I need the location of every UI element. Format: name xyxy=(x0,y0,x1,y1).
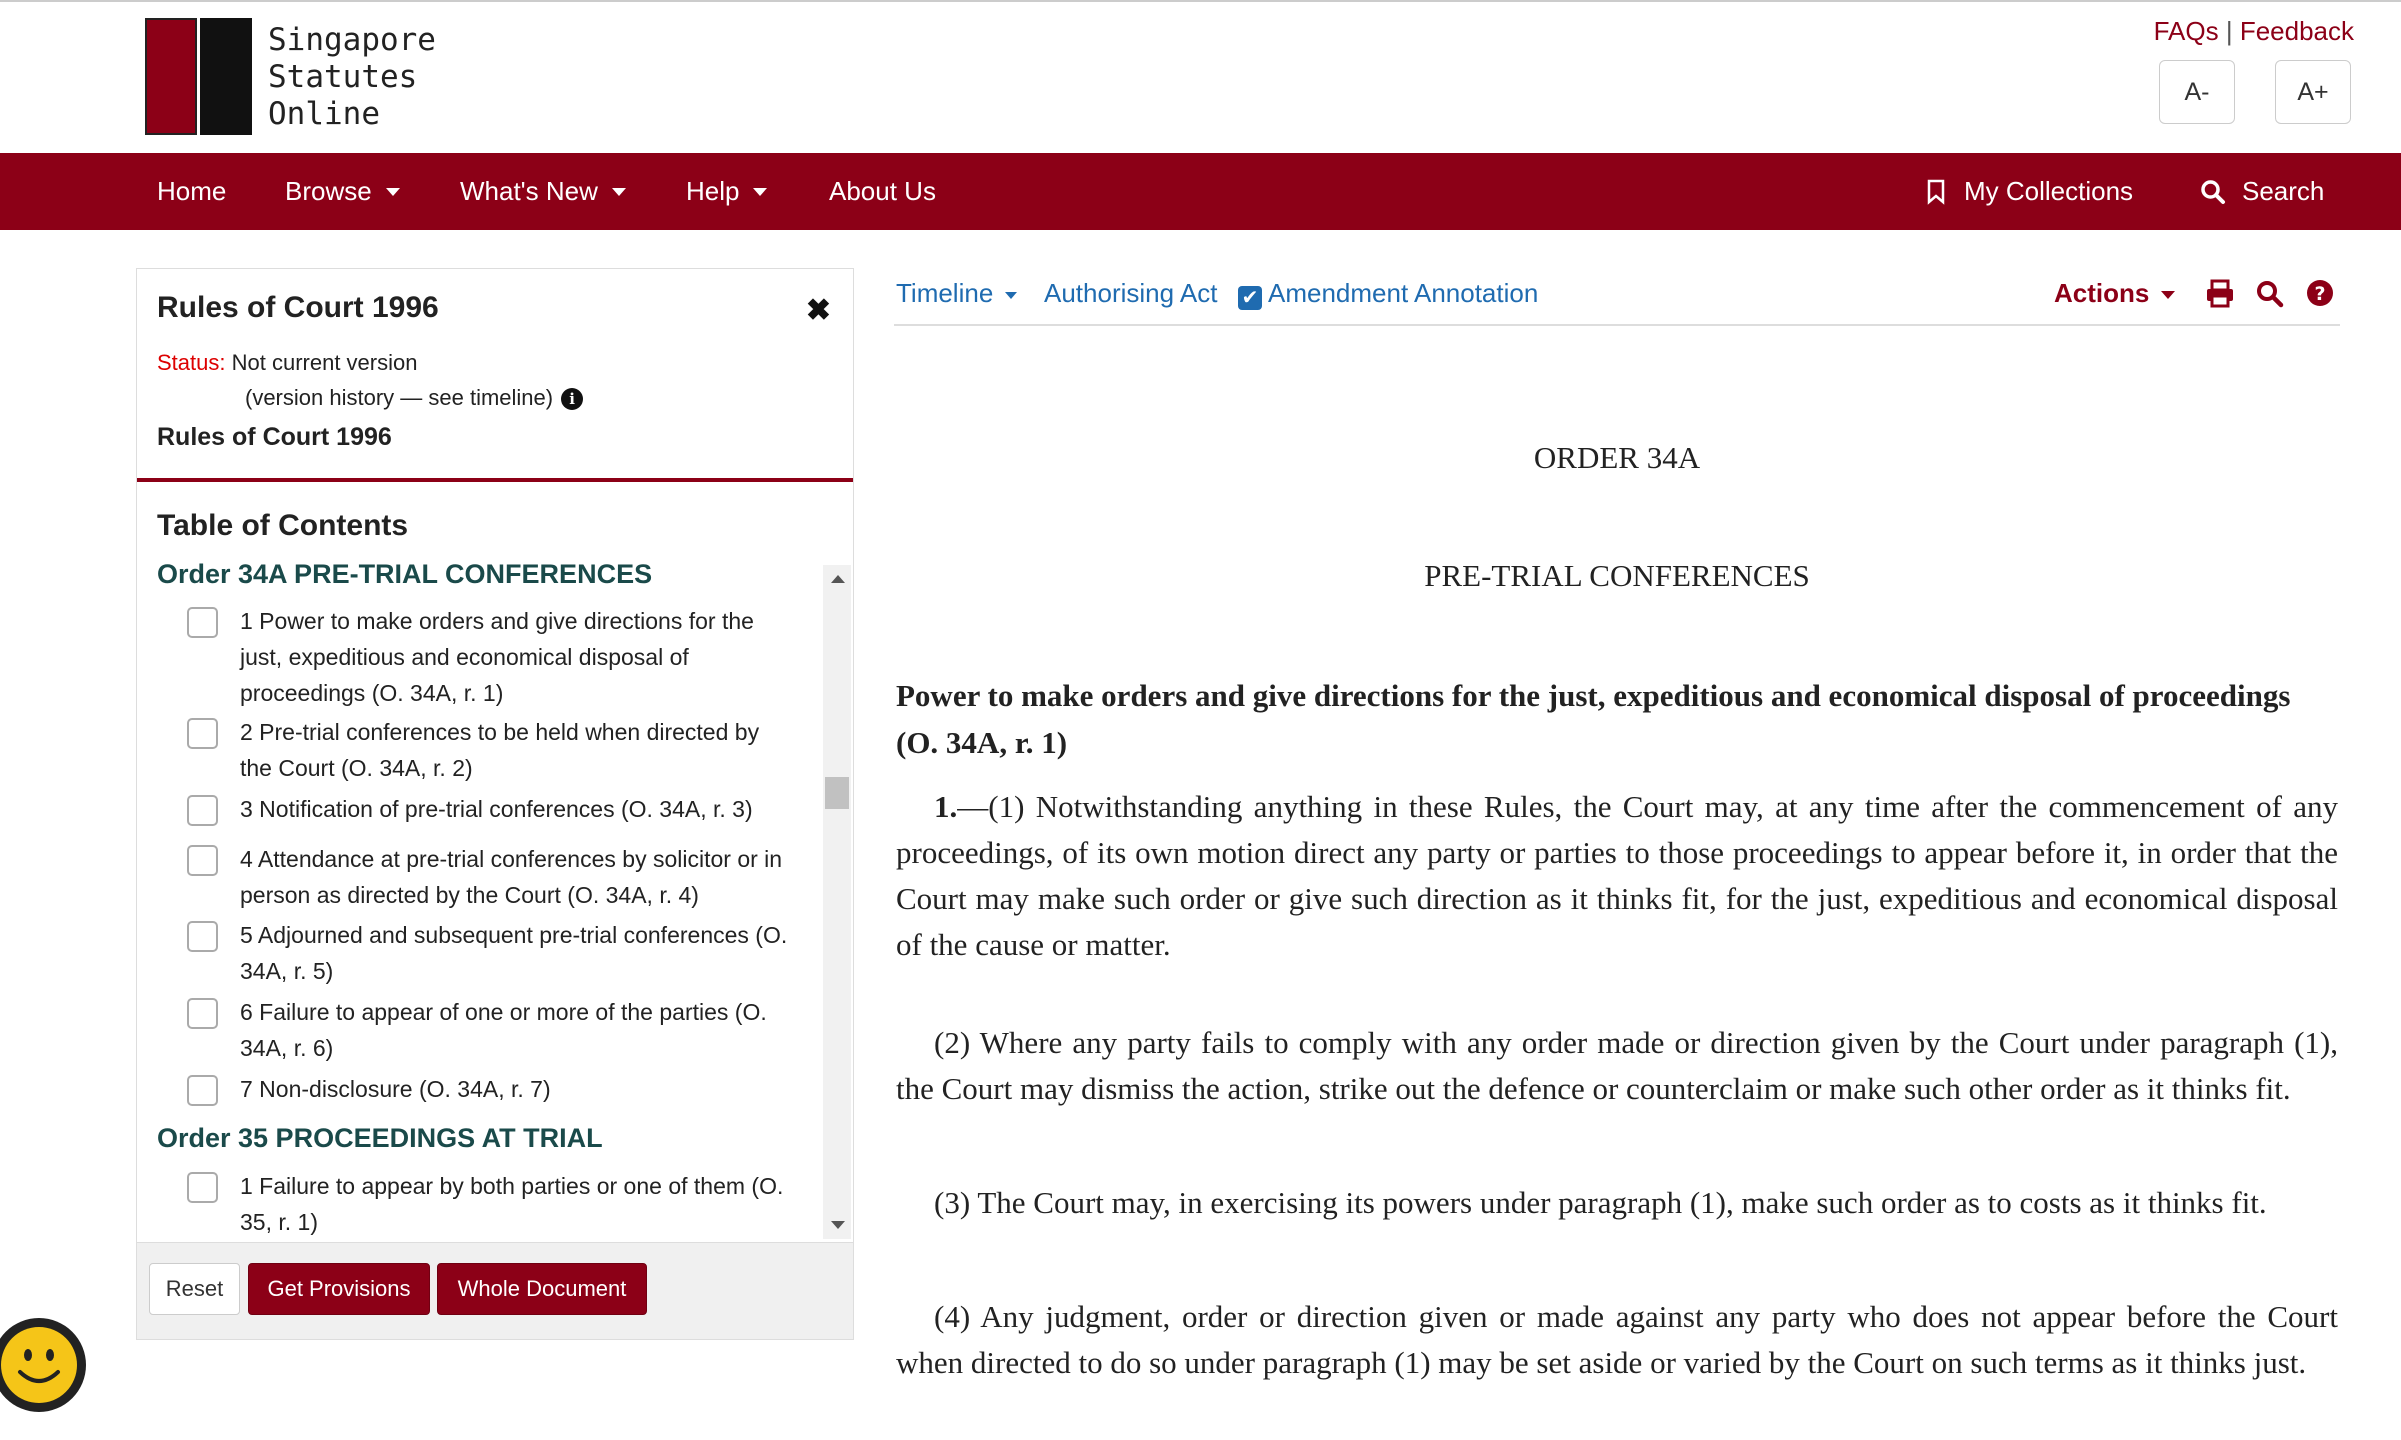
logo-line-1: Singapore xyxy=(268,22,436,58)
paragraph-4: (4) Any judgment, order or direction given or made against any party who does not appear before the Court when directed to do so under paragraph (1) may be set aside or varied by the Court on such terms as it thinks just. xyxy=(896,1299,2338,1380)
nav-browse[interactable] xyxy=(285,153,400,230)
top-links-separator: | xyxy=(2225,16,2233,46)
nav-help-label: Help xyxy=(686,176,740,206)
scroll-down-icon[interactable] xyxy=(831,1221,845,1229)
whole-document-button[interactable]: Whole Document xyxy=(437,1263,647,1315)
logo-black-bar xyxy=(200,18,252,135)
smiley-icon xyxy=(0,1318,86,1412)
site-header xyxy=(0,0,2401,153)
caret-down-icon xyxy=(753,188,767,196)
section-heading: Power to make orders and give directions for the just, expeditious and economical disposal of proceedings (O. 34A, r. 1) xyxy=(896,678,2291,760)
toc-item-link[interactable]: 7 Non-disclosure (O. 34A, r. 7) xyxy=(240,1076,551,1102)
toc-item xyxy=(187,1071,797,1107)
toc-checkbox[interactable] xyxy=(187,845,218,876)
toc-checkbox[interactable] xyxy=(187,921,218,952)
main-nav xyxy=(0,153,2401,230)
toc-item-link[interactable]: 6 Failure to appear of one or more of the parties (O. 34A, r. 6) xyxy=(240,999,767,1061)
info-icon[interactable]: i xyxy=(561,388,583,410)
toc-checkbox[interactable] xyxy=(187,607,218,638)
help-icon[interactable] xyxy=(2304,276,2336,310)
caret-down-icon xyxy=(386,188,400,196)
order-number: ORDER 34A xyxy=(1533,440,1701,475)
logo-line-2: Statutes xyxy=(268,59,418,95)
toc-checkbox[interactable] xyxy=(187,795,218,826)
version-history-note: (version history — see timeline) xyxy=(245,385,554,410)
panel-footer xyxy=(137,1242,853,1339)
checkbox-checked-icon[interactable]: ✔ xyxy=(1238,286,1262,310)
feedback-link[interactable]: Feedback xyxy=(2239,16,2354,46)
top-links xyxy=(2154,16,2354,47)
paragraph-1 xyxy=(896,784,2338,968)
caret-down-icon xyxy=(2161,291,2175,299)
nav-home[interactable] xyxy=(157,153,226,230)
status-label: Status: xyxy=(157,350,226,375)
logo-red-bar xyxy=(145,18,197,135)
toc-item xyxy=(187,603,797,711)
logo-line-3: Online xyxy=(268,96,380,132)
close-icon[interactable]: ✖ xyxy=(805,294,831,327)
svg-text:?: ? xyxy=(2314,283,2326,305)
nav-search[interactable] xyxy=(2200,153,2324,230)
nav-home-label: Home xyxy=(157,176,227,206)
timeline-dropdown[interactable] xyxy=(896,278,1017,309)
toc-order-heading[interactable]: Order 35 PROCEEDINGS AT TRIAL xyxy=(157,1123,603,1153)
get-provisions-button[interactable]: Get Provisions xyxy=(248,1263,430,1315)
toc-item-link[interactable]: 3 Notification of pre-trial conferences (O. 34A, r. 3) xyxy=(240,796,753,822)
logo-text xyxy=(268,22,436,133)
toc-checkbox[interactable] xyxy=(187,1075,218,1106)
toc-item-link[interactable]: 1 Power to make orders and give directions for the just, expeditious and economical disposal of proceedings (O. 34A, r. 1) xyxy=(240,608,754,706)
toc-heading: Table of Contents xyxy=(157,509,409,542)
nav-search-label: Search xyxy=(2242,176,2325,206)
toc-item xyxy=(187,1168,797,1239)
toc-item-link[interactable]: 5 Adjourned and subsequent pre-trial conferences (O. 34A, r. 5) xyxy=(240,922,788,984)
nav-about-label: About Us xyxy=(829,176,936,206)
scroll-up-icon[interactable] xyxy=(831,575,845,583)
document-toolbar xyxy=(894,270,2340,326)
search-icon xyxy=(2200,179,2226,205)
reset-button[interactable]: Reset xyxy=(149,1263,240,1315)
toc-list[interactable] xyxy=(147,559,819,1239)
actions-label: Actions xyxy=(2054,278,2150,308)
toc-item xyxy=(187,994,797,1066)
actions-dropdown[interactable] xyxy=(2054,278,2175,309)
search-icon[interactable] xyxy=(2254,276,2286,310)
status-value: Not current version xyxy=(231,350,418,375)
print-icon[interactable] xyxy=(2204,276,2236,310)
amendment-annotation-toggle[interactable] xyxy=(1238,278,1538,310)
paragraph-1-text: —(1) Notwithstanding anything in these Rules, the Court may, at any time after the commencement of any proceedings, of its own motion direct any party or parties to those proceedings to appear before it, in order that the Court may make such order or give such direction as it thinks fit, for the just, expeditious and economical disposal of the cause or matter. xyxy=(896,789,2338,962)
panel-divider xyxy=(137,478,853,482)
font-increase-button[interactable]: A+ xyxy=(2275,60,2351,124)
status-block xyxy=(157,345,583,415)
nav-whats-new-label: What's New xyxy=(460,176,598,206)
toc-checkbox[interactable] xyxy=(187,1172,218,1203)
toc-item-link[interactable]: 1 Failure to appear by both parties or one of them (O. 35, r. 1) xyxy=(240,1173,784,1235)
bookmark-icon xyxy=(1926,179,1946,205)
caret-down-icon xyxy=(1005,292,1017,299)
nav-help[interactable] xyxy=(686,153,767,230)
toc-checkbox[interactable] xyxy=(187,718,218,749)
order-title: PRE-TRIAL CONFERENCES xyxy=(1424,558,1810,593)
feedback-widget[interactable] xyxy=(0,1318,86,1412)
toc-item xyxy=(187,791,797,827)
paragraph-3: (3) The Court may, in exercising its powers under paragraph (1), make such order as to costs as it thinks fit. xyxy=(934,1185,2267,1220)
nav-my-collections[interactable] xyxy=(1926,153,2133,230)
toc-item xyxy=(187,917,797,989)
amendment-annotation-label: Amendment Annotation xyxy=(1268,278,1539,308)
paragraph-2: (2) Where any party fails to comply with any order made or direction given by the Court under paragraph (1), the Court may dismiss the action, strike out the defence or counterclaim or make such other order as it thinks fit. xyxy=(896,1025,2338,1106)
nav-whats-new[interactable] xyxy=(460,153,626,230)
legislation-panel xyxy=(136,268,854,1340)
authorising-act-link[interactable]: Authorising Act xyxy=(1044,278,1218,308)
panel-subtitle: Rules of Court 1996 xyxy=(157,423,392,451)
font-decrease-button[interactable]: A- xyxy=(2159,60,2235,124)
nav-about[interactable] xyxy=(829,153,936,230)
toc-order-heading[interactable]: Order 34A PRE-TRIAL CONFERENCES xyxy=(157,559,653,589)
faqs-link[interactable]: FAQs xyxy=(2153,16,2219,46)
toc-item xyxy=(187,714,797,786)
site-logo[interactable] xyxy=(145,18,436,135)
section-number: 1. xyxy=(934,789,958,824)
timeline-label: Timeline xyxy=(896,278,994,308)
toc-checkbox[interactable] xyxy=(187,998,218,1029)
nav-browse-label: Browse xyxy=(285,176,372,206)
toc-item-link[interactable]: 4 Attendance at pre-trial conferences by solicitor or in person as directed by the Court (O. 34A, r. 4) xyxy=(240,846,783,908)
scrollbar-thumb[interactable] xyxy=(825,777,849,809)
toc-item-link[interactable]: 2 Pre-trial conferences to be held when directed by the Court (O. 34A, r. 2) xyxy=(240,719,760,781)
toc-scrollbar[interactable] xyxy=(823,565,851,1239)
toc-item xyxy=(187,841,797,913)
nav-my-collections-label: My Collections xyxy=(1964,176,2134,206)
caret-down-icon xyxy=(612,188,626,196)
panel-title: Rules of Court 1996 xyxy=(157,291,439,324)
